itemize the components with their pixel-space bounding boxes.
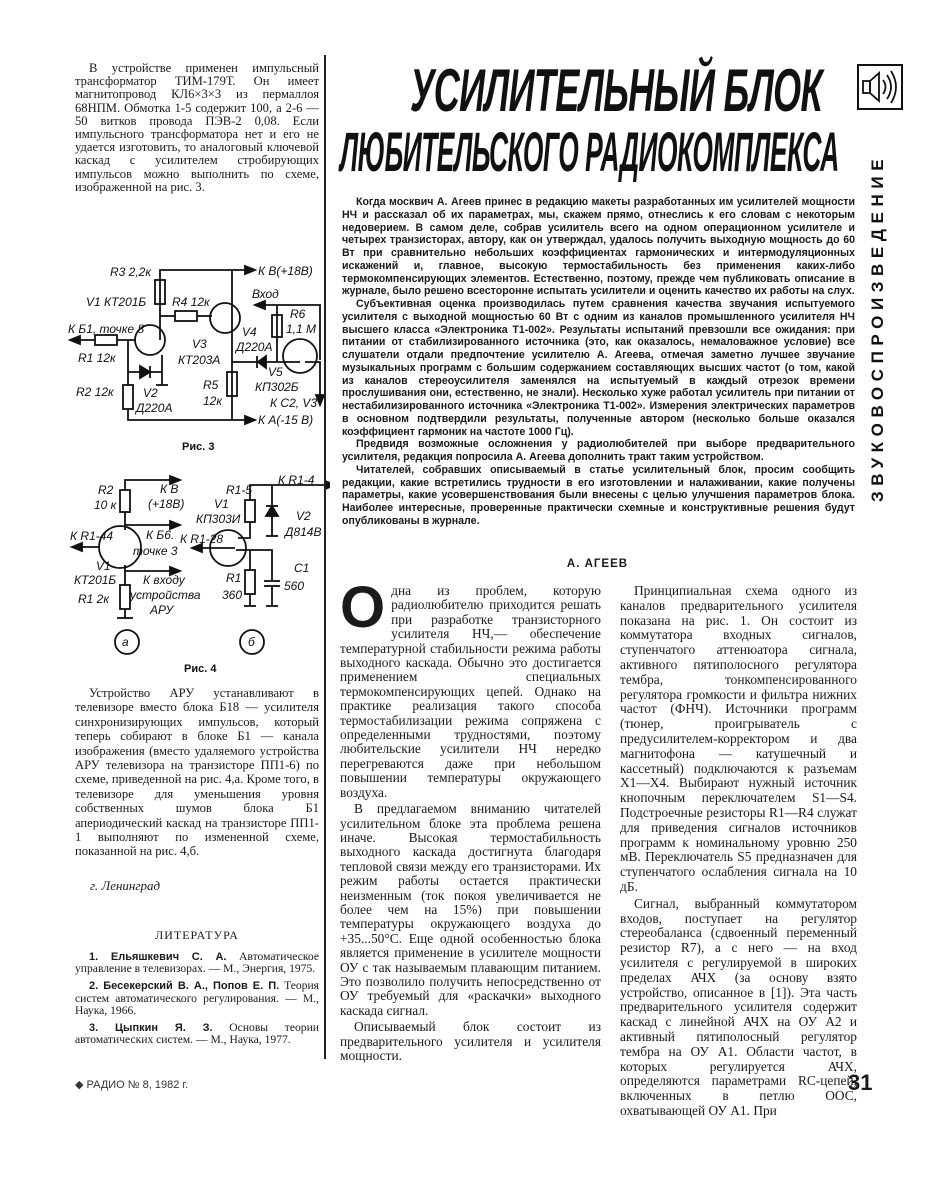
label: 360	[222, 588, 243, 602]
label: 1,1 М	[286, 322, 317, 336]
label: К R1-28	[180, 532, 224, 546]
label: V2	[143, 386, 158, 400]
speaker-icon	[857, 64, 903, 110]
label: R1	[226, 571, 242, 585]
label: V3	[192, 337, 207, 351]
label: R6	[290, 307, 306, 321]
body-column-2	[620, 584, 857, 1121]
label: К Б1, точке 8	[68, 322, 145, 336]
label: К А(-15 В)	[258, 413, 314, 427]
label: К Б6.	[146, 528, 175, 542]
paragraph: Устройство АРУ устанавливают в телевизоре вместо блока Б18 — усилителя синхронизирующих импульсов, который теперь собирают в блоке Б1 — канала изображения (вместо удаляемого устройства АРУ телевизора на транзисторе ПП1-6) по схеме, приведенной на рис. 4,а. Кроме того, в телевизоре для уменьшения уровня собственных шумов блока Б1 апериодический каскад на транзисторе ПП1-1 выполняют по измененной схеме, показанной на рис. 4,б.	[75, 686, 319, 859]
label: КТ201Б	[74, 573, 117, 587]
label: R4 12к	[172, 295, 210, 309]
article-title-line2: ЛЮБИТЕЛЬСКОГО РАДИОКОМПЛЕКСА	[340, 120, 839, 183]
label: (+18В)	[148, 497, 185, 511]
references-list	[75, 951, 319, 1051]
label: 12к	[203, 394, 223, 408]
label: V1	[96, 559, 111, 573]
paragraph: Принципиальная схема одного из каналов предварительного усилителя показана на рис. 1. Он состоит из коммутатора входных сигналов, ступенчатого аттенюатора сигнала, активного пятиполосного регулятора тембра, тонкомпенсированного регулятора громкости и фильтра нижних частот (ФНЧ). Источники программ (тюнер, проигрыватель с предусилителем-корректором и два магнитофона — катушечный и кассетный) подключаются к разъемам X1—X4. Выбирают нужный источник кнопочным переключателем S1—S4. Подстроечные резисторы R1—R4 служат для приведения сигналов источников программ к номинальному уровню 250 мВ. Переключатель S5 предназначен для ступенчатого ослабления сигнала на 10 дБ.	[620, 583, 857, 894]
label: КП302Б	[255, 380, 299, 394]
reference-authors: 2. Бесекерский В. А., Попов Е. П.	[89, 980, 280, 993]
body-column-1	[340, 575, 601, 1065]
label: V1	[214, 497, 229, 511]
label: точке 3	[133, 544, 178, 558]
label: 560	[284, 579, 305, 593]
reference-text: Теория систем автоматического регулирования. — М., Наука, 1966.	[75, 979, 319, 1017]
label: КП303И	[196, 512, 241, 526]
intro-paragraph: Предвидя возможные осложнения у радиолюбителей при выборе предварительного усилителя, редакция попросила А. Агеева дополнить тракт таким устройством.	[342, 438, 855, 463]
label: 10 к	[94, 498, 117, 512]
panel-label: б	[248, 635, 255, 649]
left-column-intro	[75, 62, 319, 194]
label: АРУ	[150, 603, 174, 617]
label: R5	[203, 378, 219, 392]
paragraph: Описываемый блок состоит из предварительного усилителя и усилителя мощности.	[340, 1019, 601, 1063]
reference-authors: 3. Цыпкин Я. З.	[89, 1022, 213, 1035]
label: Д220А	[136, 401, 173, 415]
label: Вход	[252, 287, 279, 301]
figure-caption: Рис. 3	[182, 441, 215, 453]
figure-3-schematic	[60, 255, 330, 465]
reference-text: Основы теории автоматических систем. — М., Наука, 1977.	[75, 1021, 319, 1047]
label: К R1-4	[278, 475, 315, 487]
column-divider	[324, 55, 326, 1059]
schematic-labels	[68, 264, 317, 453]
page-number: 31	[848, 1070, 873, 1095]
label: R3 2,2к	[110, 265, 152, 279]
schematic-labels	[70, 475, 321, 675]
drop-cap: О	[340, 575, 386, 640]
label: Д814В	[285, 525, 322, 539]
figure-caption: Рис. 4	[184, 663, 217, 675]
label: устройства	[130, 588, 201, 602]
label: C1	[294, 561, 310, 575]
label: R1 2к	[78, 592, 110, 606]
reference-item	[75, 1022, 319, 1046]
article-title-line1: УСИЛИТЕЛЬНЫЙ БЛОК	[410, 57, 823, 124]
city-signature: г. Ленинград	[90, 878, 161, 893]
label: R2 12к	[76, 385, 114, 399]
intro-paragraph: Когда москвич А. Агеев принес в редакцию макеты разработанных им усилителей мощности НЧ и рассказал об их параметрах, мы, скажем прямо, отнеслись к его словам с некоторым недоверием. В самом деле, собрав усилитель всего на одном операционном усилителе и четырех транзисторах, автору, как он утверждал, удалось получить выходную мощность до 60 Вт при сравнительно небольших коэффициентах гармонических и интермодуляционных искажений и, главное, высокую термостабильность без применения каких-либо термокомпенсирующих элементов. Естественно, поэтому, прежде чем публиковать описание в журнале, было решено всесторонне испытать усилители и оценить качество их работы на слух.	[342, 196, 855, 298]
label: К В(+18В)	[258, 264, 313, 278]
label: КТ203А	[178, 353, 221, 367]
label: К В	[160, 482, 179, 496]
label: R1 12к	[78, 351, 116, 365]
label: V1 КТ201Б	[86, 295, 147, 309]
editorial-intro	[342, 196, 855, 528]
label: V2	[296, 509, 311, 523]
reference-item	[75, 951, 319, 975]
left-column-aru	[75, 686, 319, 859]
label: К входу	[143, 573, 185, 587]
panel-label: а	[122, 635, 129, 649]
paragraph: В устройстве применен импульсный трансформатор ТИМ-179Т. Он имеет магнитопровод КЛ6×3×3 из пермаллоя 68НПМ. Обмотка 1-5 содержит 100, а 2-6 — 50 витков провода ПЭВ-2 0,08. Если импульсного трансформатора нет и его не удается изготовить, то аналоговый ключевой каскад с усилителем стробирующих импульсов можно выполнить по схеме, изображенной на рис. 3.	[75, 61, 319, 194]
label: К С2, V3	[270, 396, 318, 410]
label: V5	[268, 365, 283, 379]
label: К R1-44	[70, 529, 114, 543]
label: V4	[242, 325, 257, 339]
literature-heading: ЛИТЕРАТУРА	[155, 928, 239, 942]
intro-paragraph: Читателей, собравших описываемый в статье усилительный блок, просим сообщить редакции, какие встретились трудности в его изготовлении и налаживании, какие получены параметры, какие усовершенствования были внесены с целью улучшения параметров блока. Наиболее интересные, проверенные практически схемные и конструктивные решения будут опубликованы в журнале.	[342, 463, 855, 527]
label: Д220А	[236, 340, 273, 354]
intro-paragraph: Субъективная оценка производилась путем сравнения качества звучания испытуемого усилителя с выходной мощностью 60 Вт с одним из каналов промышленного усилителя НЧ высшего класса «Электроника Т1-002». Результаты испытаний превзошли все ожидания: при питании от стабилизированного источника (это, как оказалось, немаловажное условие) все слушатели отдали предпочтение усилителю А. Агеева, отмечая заметно лучшее звучание музыкальных программ с большим содержанием составляющих высших частот (о том, какой из каналов стереоусилителя заменялся на испытуемый в каждый отрезок времени прослушивания они, естественно, не знали). Несколько хуже работал усилитель при питании от нестабилизированного источника «Электроника Т1-002». Измерения электрических параметров в основном подтвердили результаты, полученные автором (несколько больше оказался коэффициент гармоник на частоте 1000 Гц).	[342, 298, 855, 438]
paragraph-text: дна из проблем, которую радиолюбителю приходится решать при разработке транзисторного усилителя НЧ,— обеспечение температурной стабильности режима работы выходного каскада. Обычно это достигается применением специальных термокомпенсирующих цепей. Однако на практике реализация такого способа термостабилизации режима сопряжена с определенными трудностями, поэтому любительские усилители НЧ нередко перегреваются даже при небольшом повышении температуры окружающего воздуха.	[340, 583, 601, 800]
paragraph	[340, 575, 601, 800]
paragraph: В предлагаемом вниманию читателей усилительном блоке эта проблема решена иначе. Высокая термостабильность выходного каскада достигнута благодаря тепловой связи между его транзисторами. Их режим работы остается практически неизменным (ток покоя увеличивается не более чем на 15%) при повышении температуры окружающего воздуха до +35...50°С. Еще одной особенностью блока является применение в усилителе мощности ОУ с так называемым плавающим питанием. Это позволило получить непосредственно от ОУ требуемый для «раскачки» выходного каскада сигнал.	[340, 801, 601, 1018]
paragraph: Сигнал, выбранный коммутатором входов, поступает на регулятор стереобаланса (сдвоенный переменный резистор R7), а с него — на вход усилителя с регулируемой в широких пределах АЧХ (за основу взято устройство, описанное в [1]). Эта часть предварительного усилителя содержит каскад с линейной АЧХ на ОУ A2 и активный пятиполосный регулятор тембра на ОУ A1. Области частот, в которых регулируется АЧХ, определяются параметрами RC-цепей, включенных в петлю ООС, охватывающей ОУ A1. При	[620, 895, 857, 1118]
reference-item	[75, 980, 319, 1017]
label: R2	[98, 483, 114, 497]
label: R1-5	[226, 483, 253, 497]
magazine-footer: ◆ РАДИО № 8, 1982 г.	[75, 1079, 189, 1091]
figure-4-schematic	[60, 475, 330, 680]
reference-text: Автоматическое управление в телевизорах. — М., Энергия, 1975.	[75, 950, 319, 976]
author-name: А. АГЕЕВ	[566, 558, 629, 570]
reference-authors: 1. Ельяшкевич С. А.	[89, 951, 227, 963]
section-heading: ЗВУКОВОСПРОИЗВЕДЕНИЕ	[868, 153, 887, 502]
